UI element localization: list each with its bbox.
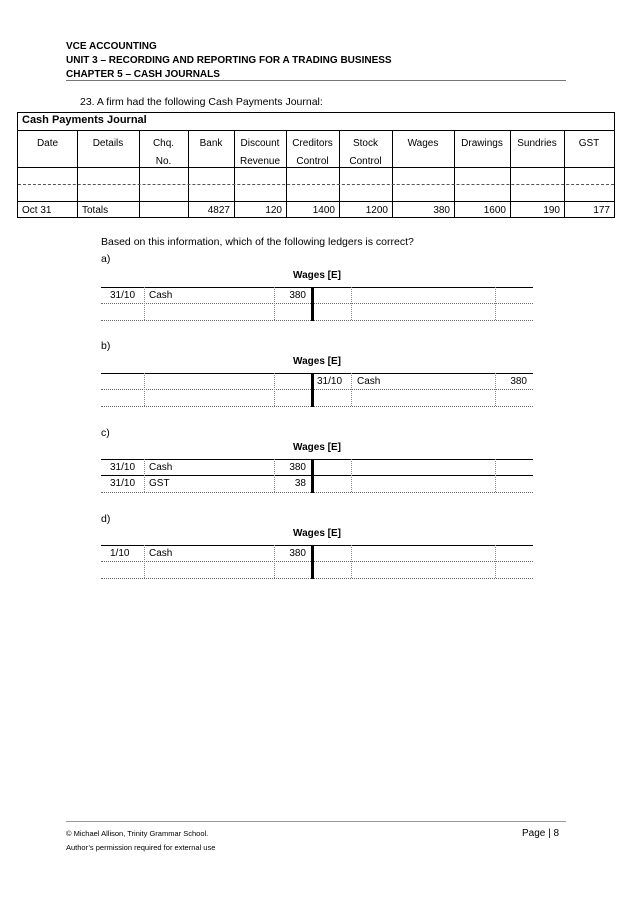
ledger-col-line: [495, 459, 496, 492]
header-divider: [66, 80, 566, 81]
ledger-col-line: [495, 287, 496, 320]
unit-title: UNIT 3 – RECORDING AND REPORTING FOR A TRADING BUSINESS: [66, 55, 392, 66]
ledger-center-line: [311, 373, 314, 407]
cash-payments-journal: [17, 112, 615, 218]
option-a-ledger: [101, 270, 533, 334]
dr-amount: 38: [294, 478, 306, 489]
totals-creditors: 1400: [312, 205, 335, 216]
totals-row-rule: [18, 201, 614, 202]
ledger-title: Wages [E]: [293, 270, 341, 281]
dr-amount: 380: [289, 290, 306, 301]
dr-description: Cash: [149, 290, 173, 301]
ledger-bottom-rule: [101, 578, 533, 579]
ledger-center-line: [311, 287, 314, 321]
footer-divider: [66, 821, 566, 822]
col-header-discount: Discount Revenue: [239, 138, 281, 167]
col-header-drawings: Drawings: [461, 138, 503, 149]
ledger-center-line: [311, 459, 314, 493]
cr-amount: 380: [510, 376, 527, 387]
ledger-bottom-rule: [101, 320, 533, 321]
ledger-col-line: [351, 545, 352, 578]
col-header-date: Date: [36, 138, 59, 149]
page-number: Page | 8: [522, 828, 560, 839]
header-row-rule: [18, 167, 614, 168]
totals-drawings: 1600: [483, 205, 506, 216]
col-header-stock: Stock Control: [349, 138, 382, 167]
ledger-title: Wages [E]: [293, 528, 341, 539]
ledger-col-line: [144, 459, 145, 492]
option-d-ledger: [101, 528, 533, 592]
option-c-ledger: [101, 442, 533, 506]
ledger-row-rule: [101, 389, 533, 390]
ledger-top-rule: [101, 373, 533, 374]
totals-date: Oct 31: [22, 205, 52, 216]
col-header-details: Details: [92, 138, 124, 149]
option-a-label: a): [101, 253, 111, 265]
ledger-row-rule: [101, 475, 533, 476]
totals-stock: 1200: [365, 205, 388, 216]
totals-wages: 380: [433, 205, 450, 216]
totals-sundries: 190: [543, 205, 560, 216]
dr-date: 31/10: [110, 462, 136, 473]
ledger-col-line: [274, 373, 275, 406]
permission-text: Author’s permission required for external use: [66, 843, 216, 852]
dr-amount: 380: [289, 548, 306, 559]
ledger-bottom-rule: [101, 492, 533, 493]
cr-date: 31/10: [317, 376, 343, 387]
question-text: 23. A firm had the following Cash Payments Journal:: [80, 96, 323, 108]
ledger-top-rule: [101, 287, 533, 288]
dr-date: 31/10: [110, 290, 136, 301]
ledger-row-rule: [101, 303, 533, 304]
ledger-col-line: [495, 545, 496, 578]
dr-amount: 380: [289, 462, 306, 473]
cr-description: Cash: [357, 376, 381, 387]
col-header-bank: Bank: [199, 138, 223, 149]
dr-date: 1/10: [110, 548, 130, 559]
totals-gst: 177: [593, 205, 610, 216]
dr-date: 31/10: [110, 478, 136, 489]
copyright-text: © Michael Allison, Trinity Grammar School.: [66, 829, 209, 838]
course-title: VCE ACCOUNTING: [66, 41, 157, 52]
option-c-label: c): [101, 427, 110, 439]
chapter-title: CHAPTER 5 – CASH JOURNALS: [66, 69, 220, 80]
ledger-bottom-rule: [101, 406, 533, 407]
ledger-center-line: [311, 545, 314, 579]
dr-description: Cash: [149, 462, 173, 473]
journal-title-rule: [18, 130, 614, 131]
col-header-creditors: Creditors Control: [292, 138, 333, 167]
col-header-chq: Chq. No.: [152, 138, 175, 167]
totals-bank: 4827: [207, 205, 230, 216]
ledger-title: Wages [E]: [293, 442, 341, 453]
journal-title: Cash Payments Journal: [22, 114, 147, 126]
col-header-sundries: Sundries: [517, 138, 557, 149]
totals-details: Totals: [82, 205, 109, 216]
option-b-label: b): [101, 340, 111, 352]
ledger-col-line: [144, 545, 145, 578]
ledger-col-line: [351, 459, 352, 492]
option-b-ledger: [101, 356, 533, 420]
blank-row-rule: [18, 184, 614, 185]
dr-description: GST: [149, 478, 170, 489]
dr-description: Cash: [149, 548, 173, 559]
ledger-col-line: [144, 373, 145, 406]
totals-discount: 120: [265, 205, 282, 216]
ledger-top-rule: [101, 459, 533, 460]
ledger-col-line: [351, 373, 352, 406]
ledger-title: Wages [E]: [293, 356, 341, 367]
ledger-col-line: [144, 287, 145, 320]
col-header-gst: GST: [578, 138, 600, 149]
instruction-text: Based on this information, which of the following ledgers is correct?: [101, 236, 414, 248]
col-header-wages: Wages: [407, 138, 439, 149]
ledger-top-rule: [101, 545, 533, 546]
option-d-label: d): [101, 513, 111, 525]
ledger-row-rule: [101, 561, 533, 562]
ledger-col-line: [351, 287, 352, 320]
